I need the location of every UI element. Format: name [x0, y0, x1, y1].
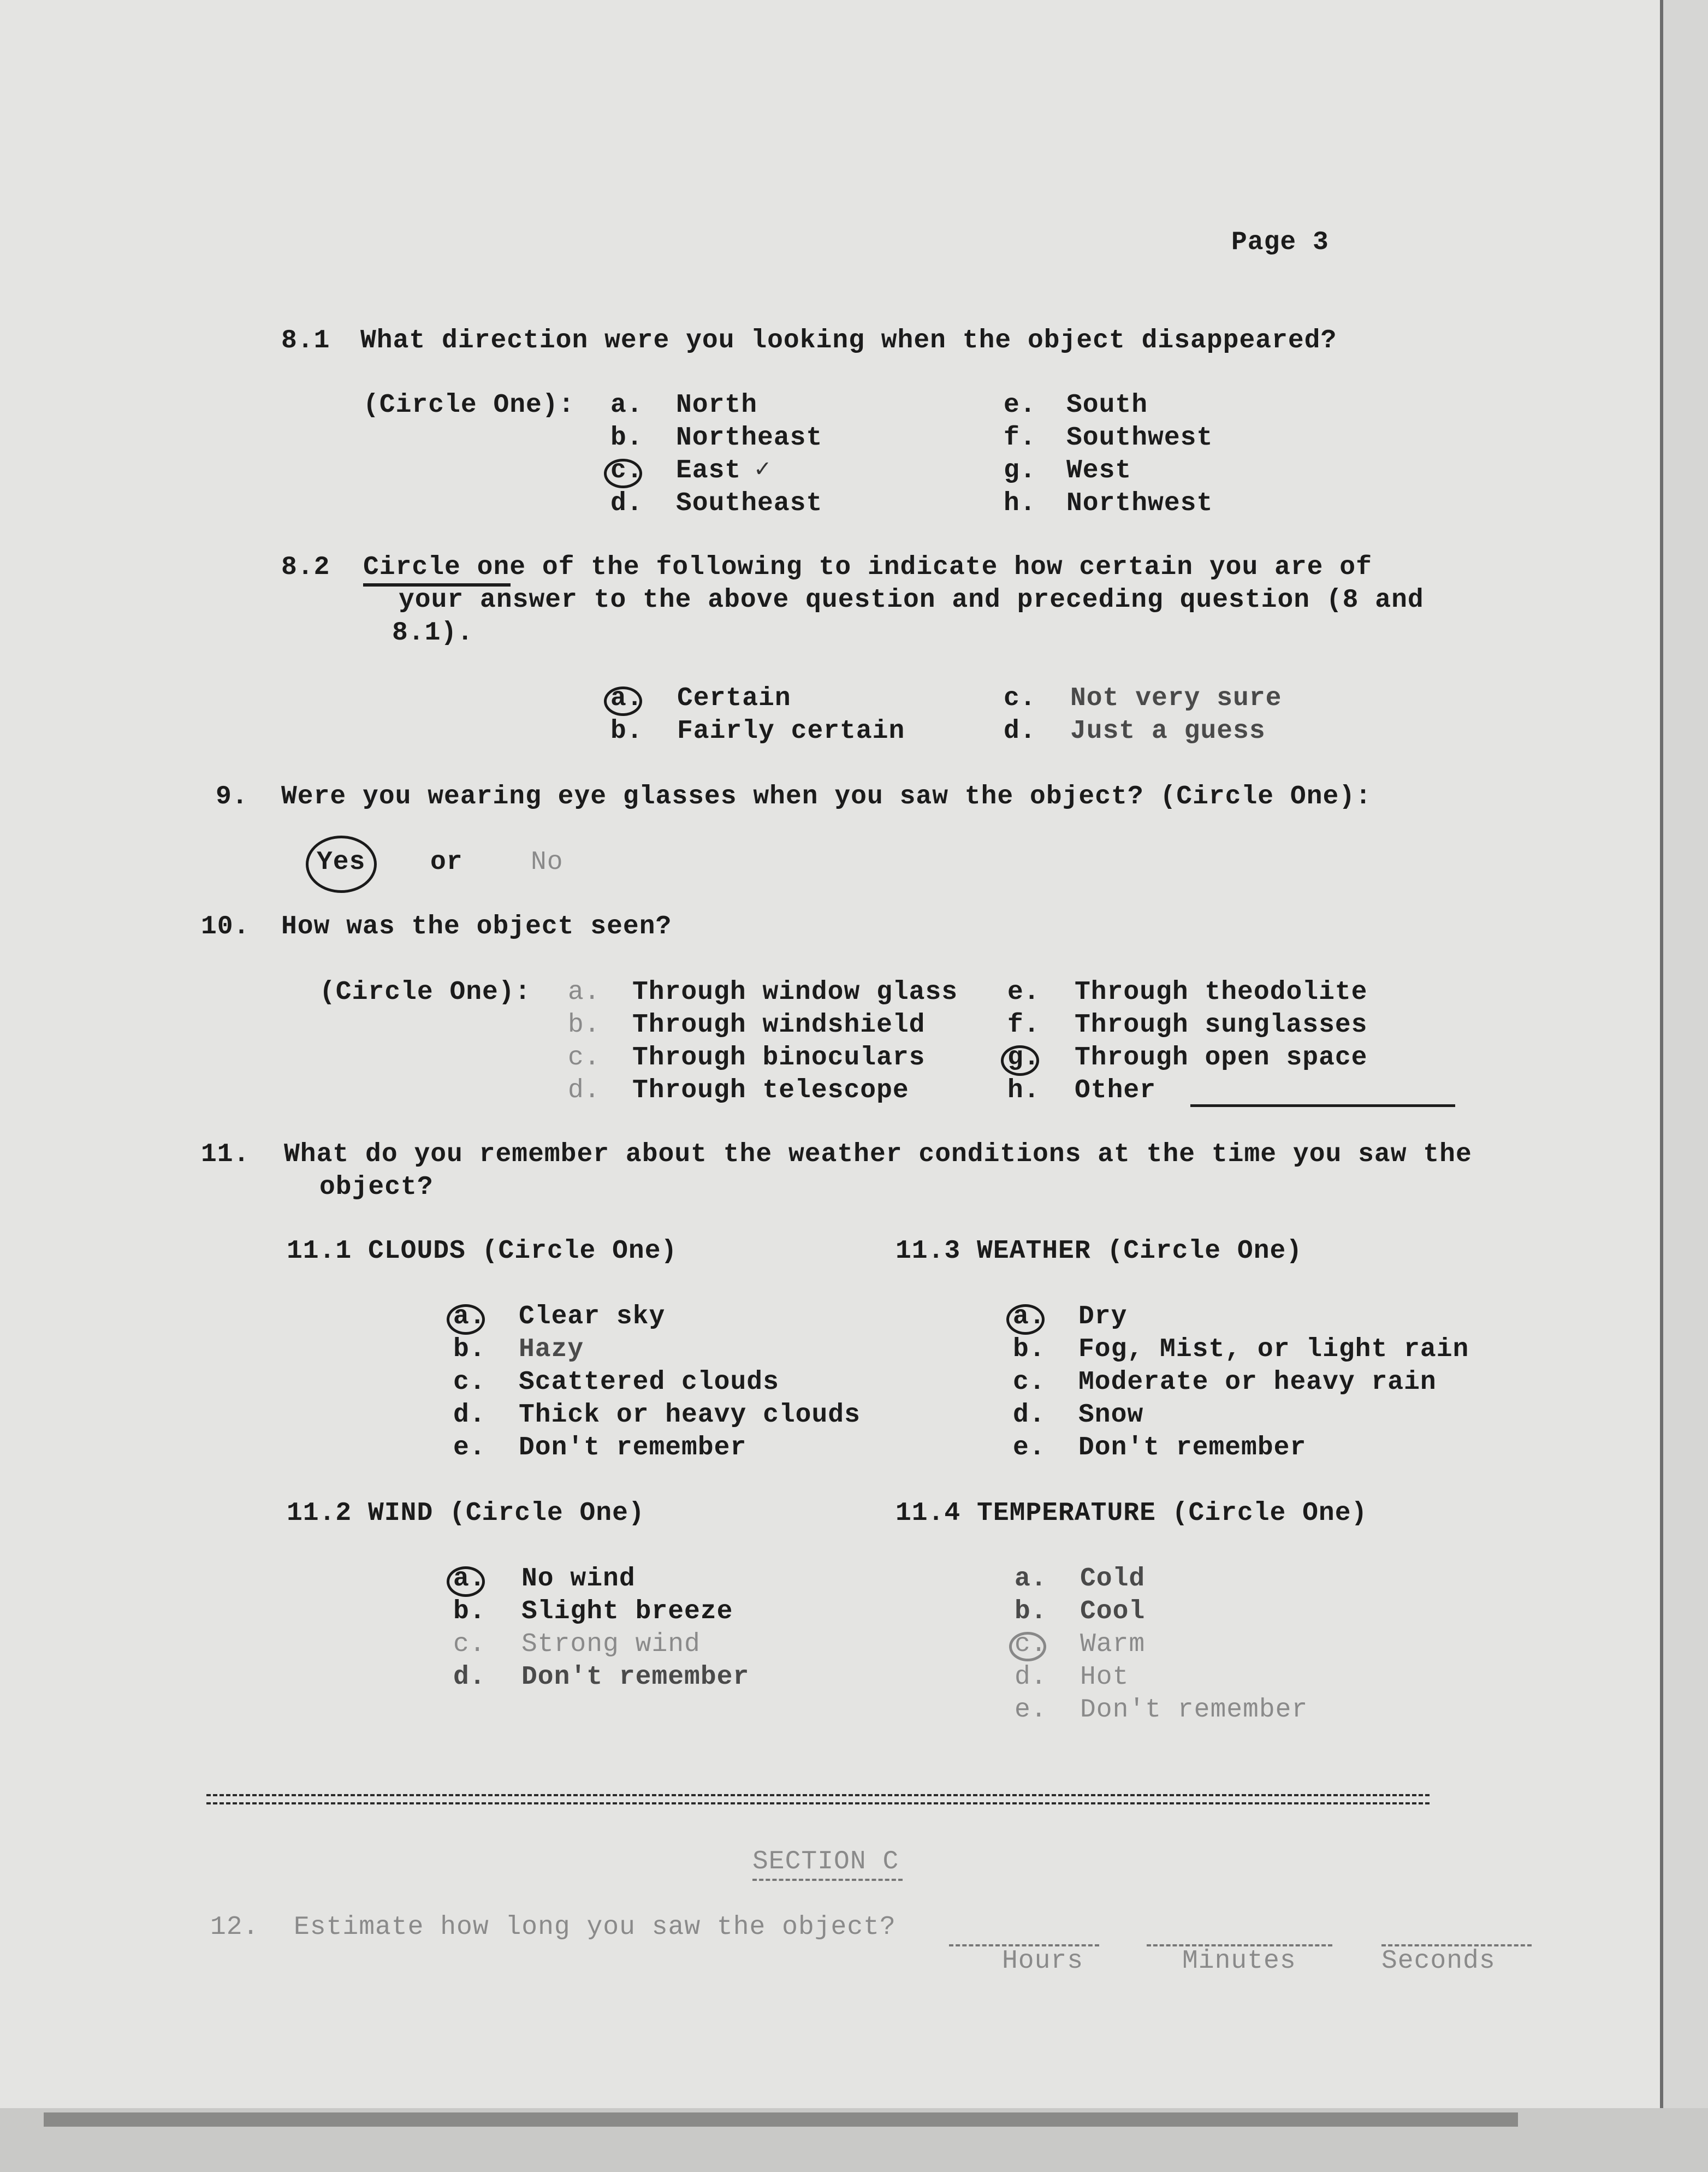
q8-1-letter-h: h. [1004, 489, 1036, 518]
temp-letter-c: c. [1015, 1630, 1047, 1659]
q8-2-line3: 8.1). [392, 618, 474, 648]
q10-option-open-space: Through open space [1075, 1043, 1368, 1073]
wind-letter-a: a. [453, 1564, 486, 1594]
q8-1-letter-f: f. [1004, 423, 1036, 453]
weather-option-dont-remember: Don't remember [1078, 1433, 1307, 1463]
wind-letter-c: c. [453, 1630, 486, 1659]
q11-1-heading: 11.1 CLOUDS (Circle One) [287, 1236, 678, 1266]
q8-1-option-southeast: Southeast [676, 489, 823, 518]
temp-letter-a: a. [1015, 1564, 1047, 1594]
wind-option-dont-remember: Don't remember [521, 1662, 750, 1692]
section-c-heading: SECTION C [752, 1847, 899, 1877]
q10-option-sunglasses: Through sunglasses [1075, 1010, 1368, 1040]
weather-option-heavy-rain: Moderate or heavy rain [1078, 1368, 1437, 1397]
answer-circle-mark [447, 1304, 485, 1335]
q11-line2: object? [319, 1173, 434, 1202]
q10-question: How was the object seen? [281, 912, 672, 942]
wind-option-slight-breeze: Slight breeze [521, 1597, 733, 1626]
q10-letter-b: b. [568, 1010, 601, 1040]
q10-option-telescope: Through telescope [632, 1076, 909, 1105]
q10-option-binoculars: Through binoculars [632, 1043, 926, 1073]
q8-1-option-northeast: Northeast [676, 423, 823, 453]
q8-1-letter-a: a. [610, 390, 643, 420]
q8-2-letter-d: d. [1004, 717, 1036, 746]
q8-2-number: 8.2 [281, 553, 330, 582]
q10-option-windshield: Through windshield [632, 1010, 926, 1040]
answer-circle-mark [1009, 1632, 1046, 1661]
weather-option-fog: Fog, Mist, or light rain [1078, 1335, 1469, 1364]
q10-letter-d: d. [568, 1076, 601, 1105]
temp-option-cold: Cold [1080, 1564, 1146, 1594]
q8-1-letter-b: b. [610, 423, 643, 453]
q8-1-option-northwest: Northwest [1066, 489, 1213, 518]
q10-option-window-glass: Through window glass [632, 978, 958, 1007]
q11-2-heading: 11.2 WIND (Circle One) [287, 1499, 645, 1528]
q10-letter-g: g. [1007, 1043, 1040, 1073]
q8-1-option-west: West [1066, 456, 1132, 486]
q9-question: Were you wearing eye glasses when you saw the object? (Circle One): [281, 782, 1372, 812]
section-divider-bottom [206, 1802, 1430, 1804]
seconds-label: Seconds [1381, 1946, 1496, 1976]
q11-line1: What do you remember about the weather conditions at the time you saw the [284, 1140, 1472, 1169]
q10-number: 10. [201, 912, 250, 942]
q8-1-letter-g: g. [1004, 456, 1036, 486]
section-c-heading-underline [752, 1879, 903, 1881]
weather-letter-a: a. [1013, 1302, 1046, 1331]
wind-letter-d: d. [453, 1662, 486, 1692]
q9-yes: Yes [317, 848, 366, 877]
scan-margin-bottom [0, 2108, 1708, 2172]
q11-number: 11. [201, 1140, 250, 1169]
temp-letter-e: e. [1015, 1695, 1047, 1725]
clouds-option-dont-remember: Don't remember [519, 1433, 747, 1463]
q10-instruction: (Circle One): [319, 978, 531, 1007]
q8-1-instruction: (Circle One): [363, 390, 575, 420]
q8-1-option-southwest: Southwest [1066, 423, 1213, 453]
q8-2-line1: Circle one of the following to indicate how certain you are of [363, 553, 1372, 582]
q10-option-other: Other [1075, 1076, 1157, 1105]
q9-no: No [531, 848, 564, 877]
weather-letter-e: e. [1013, 1433, 1046, 1463]
clouds-letter-d: d. [453, 1400, 486, 1430]
weather-letter-b: b. [1013, 1335, 1046, 1364]
temp-option-cool: Cool [1080, 1597, 1146, 1626]
clouds-option-hazy: Hazy [519, 1335, 584, 1364]
q12-question: Estimate how long you saw the object? [294, 1913, 896, 1942]
q8-1-letter-d: d. [610, 489, 643, 518]
q8-1-question: What direction were you looking when the object disappeared? [360, 326, 1337, 356]
q8-2-line2: your answer to the above question and preceding question (8 and [399, 585, 1424, 615]
wind-letter-b: b. [453, 1597, 486, 1626]
answer-circle-mark [447, 1566, 485, 1597]
q8-1-letter-c: c. [610, 456, 643, 486]
page-label: Page 3 [1231, 228, 1329, 257]
q8-1-option-south: South [1066, 390, 1148, 420]
q8-1-option-east: East [676, 456, 742, 486]
q11-3-heading: 11.3 WEATHER (Circle One) [895, 1236, 1303, 1266]
q8-2-option-fairly-certain: Fairly certain [677, 717, 905, 746]
answer-circle-mark [1006, 1304, 1045, 1335]
answer-circle-mark [604, 459, 642, 488]
scan-margin-right [1663, 0, 1708, 2172]
q8-2-letter-a: a. [610, 684, 643, 713]
hours-label: Hours [1002, 1946, 1084, 1976]
q8-1-option-north: North [676, 390, 758, 420]
section-divider-top [206, 1794, 1430, 1796]
temp-option-hot: Hot [1080, 1662, 1129, 1692]
q8-1-number: 8.1 [281, 326, 330, 356]
q11-4-heading: 11.4 TEMPERATURE (Circle One) [895, 1499, 1368, 1528]
q8-2-option-just-a-guess: Just a guess [1070, 717, 1266, 746]
answer-circle-mark [604, 686, 642, 716]
check-mark-icon: ✓ [754, 457, 772, 482]
q9-or: or [430, 848, 463, 877]
q12-number: 12. [210, 1913, 259, 1942]
q10-letter-a: a. [568, 978, 601, 1007]
q9-number: 9. [216, 782, 248, 812]
weather-letter-c: c. [1013, 1368, 1046, 1397]
wind-option-no-wind: No wind [521, 1564, 636, 1594]
temp-option-dont-remember: Don't remember [1080, 1695, 1308, 1725]
q10-letter-f: f. [1007, 1010, 1040, 1040]
clouds-letter-e: e. [453, 1433, 486, 1463]
q10-option-theodolite: Through theodolite [1075, 978, 1368, 1007]
clouds-option-clear-sky: Clear sky [519, 1302, 666, 1331]
temp-letter-b: b. [1015, 1597, 1047, 1626]
q10-letter-e: e. [1007, 978, 1040, 1007]
q8-2-option-certain: Certain [677, 684, 791, 713]
clouds-letter-c: c. [453, 1368, 486, 1397]
q10-letter-c: c. [568, 1043, 601, 1073]
clouds-option-thick: Thick or heavy clouds [519, 1400, 861, 1430]
q8-2-letter-b: b. [610, 717, 643, 746]
temp-option-warm: Warm [1080, 1630, 1146, 1659]
temp-letter-d: d. [1015, 1662, 1047, 1692]
weather-option-dry: Dry [1078, 1302, 1128, 1331]
q10-other-blank-line [1190, 1104, 1455, 1107]
clouds-letter-a: a. [453, 1302, 486, 1331]
answer-circle-mark [1001, 1045, 1039, 1076]
q8-2-option-not-very-sure: Not very sure [1070, 684, 1282, 713]
clouds-letter-b: b. [453, 1335, 486, 1364]
wind-option-strong-wind: Strong wind [521, 1630, 701, 1659]
weather-option-snow: Snow [1078, 1400, 1144, 1430]
clouds-option-scattered: Scattered clouds [519, 1368, 779, 1397]
weather-letter-d: d. [1013, 1400, 1046, 1430]
minutes-label: Minutes [1182, 1946, 1296, 1976]
q8-2-letter-c: c. [1004, 684, 1036, 713]
q8-1-letter-e: e. [1004, 390, 1036, 420]
q10-letter-h: h. [1007, 1076, 1040, 1105]
